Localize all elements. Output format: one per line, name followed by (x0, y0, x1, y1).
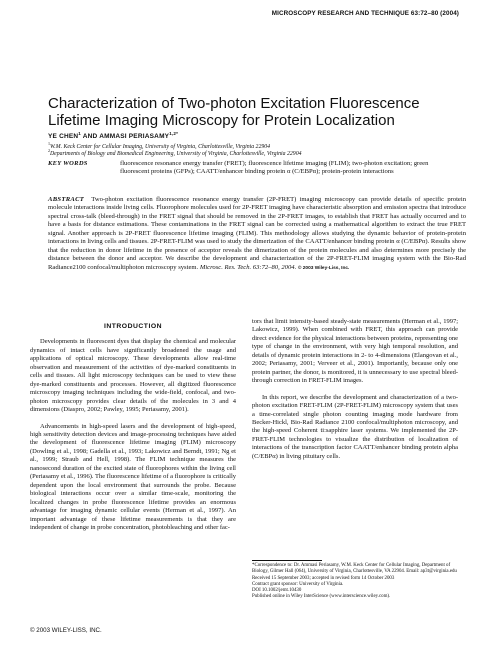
introduction-heading: INTRODUCTION (103, 323, 163, 330)
keywords-text: fluorescence resonance energy transfer (FRET); fluorescence lifetime imaging (FLIM); two-photon excitation; green fluorescent proteins (GFPs); CAATT/enhancer binding protein α (C/EBPα); protein-protein interactions (120, 160, 429, 176)
intro-paragraph-2: Advancements in high-speed lasers and the development of high-speed, high sensitivity detection devices and image-processing techniques have aided the development of fluorescence lifetime imaging (FLIM) microscopy (Dowling et al., 1998; Gadella et al., 1993; Lakowicz and Berndt, 1991; Ng et al., 1999; Straub and Hell, 1998). The FLIM technique measures the nanosecond duration of the excited state of fluorophores within the living cell (Periasamy et al., 1996). The fluorescence lifetime of a fluorophore is critically dependent upon the local environment that surrounds the probe. Because biological interactions occur over a similar time-scale, monitoring the localized changes in probe fluorescence lifetime provides an enormous advantage for imaging dynamic cellular events (Herman et al., 1997). An important advantage of these lifetime measurements is that they are independent of change in probe concentration, photobleaching and other fac- (30, 422, 236, 531)
author-1: YE CHEN (48, 133, 79, 141)
footnote-correspondence: *Correspondence to: Dr. Ammasi Periasamy, W.M. Keck Center for Cellular Imaging, Department of Biology, Gilmer Hall (064), University of Virginia, Charlottesville, VA 22904. Email: ap3t@virginia.edu (252, 563, 457, 575)
footnote-divider (252, 560, 322, 561)
keywords-label: KEY WORDS (48, 160, 88, 167)
intro-paragraph-1: Developments in fluorescent dyes that display the chemical and molecular dynamics of intact cells have significantly broadened the usage and applications of optical microscopy. These developments allow real-time observation and measurement of the activities of dye-marked constituents in cells and tissues. All light microscopy techniques can be used to view these dye-marked constituents and processes. However, all digitized fluorescence microscopy imaging techniques including the wide-field, confocal, and two-photon microscopy provides clear details of the molecules in 3 and 4 dimensions (Diaspro, 2002; Pawley, 1995; Periasamy, 2001). (30, 338, 236, 414)
author-1-mark: 1 (78, 131, 81, 136)
affiliation-2-text: Departments of Biology and Biomedical Engineering, University of Virginia, Charlottesville, Virginia 22904 (50, 150, 302, 157)
abstract-copyright: © 2003 Wiley-Liss, Inc. (297, 265, 350, 271)
affiliation-1-mark: 1 (48, 141, 50, 146)
affiliation-2-mark: 2 (48, 148, 50, 153)
footnote-doi: DOI 10.1002/jemt.10430 (252, 588, 302, 594)
abstract-block (48, 196, 466, 273)
footnote-published: Published online in Wiley InterScience (www.interscience.wiley.com). (252, 594, 391, 600)
footnote-grant: Contract grant sponsor: University of Virginia. (252, 581, 344, 587)
affiliation-1-text: W.M. Keck Center for Cellular Imaging, University of Virginia, Charlottesville, Virginia 22904 (50, 143, 271, 150)
author-2-mark: 1,2* (169, 131, 179, 136)
left-column (30, 318, 236, 540)
affiliation-2 (48, 147, 468, 158)
abstract-citation: Microsc. Res. Tech. 63:72–80, 2004. (199, 263, 297, 271)
author-2: AND AMMASI PERIASAMY (81, 133, 170, 141)
footnotes-block (252, 563, 462, 601)
author-line (48, 131, 178, 140)
abstract-body: Two-photon excitation fluorescence resonance energy transfer (2P-FRET) imaging microscopy can provide details of specific protein molecule interactions inside living cells. Fluorophore molecules used for 2P-FRET imaging have characteristic absorption and emission spectra that introduce spectral cross-talk (bleed-through) in the FRET signal that should be removed in the 2P-FRET images, to establish that FRET has actually occurred and to have a basis for distance estimations. These contaminations in the FRET signal can be corrected using a mathematical algorithm to extract the true FRET signal. Another approach is 2P-FRET fluorescence lifetime imaging (FLIM). This methodology allows studying the dynamic behavior of protein-protein interactions in living cells and tissues. 2P-FRET-FLIM was used to study the dimerization of the CAATT/enhancer binding protein α (C/EBPα). Results show that the reduction in donor lifetime in the presence of acceptor reveals the dimerization of the protein molecules and also determines more precisely the distance between the donor and acceptor. We describe the development and characterization of the 2P-FRET-FLIM imaging system with the Bio-Rad Radiance2100 confocal/multiphoton microscopy system. (48, 196, 466, 271)
right-column (252, 318, 458, 469)
intro-paragraph-3: In this report, we describe the development and characterization of a two-photon excitation FRET-FLIM (2P-FRET-FLIM) microscopy system that uses a time-correlated single photon counting imaging mode hardware from Becker-Hickl, Bio-Rad Radiance 2100 confocal/multiphoton microscopy, and the high-speed Coherent ti:sapphire laser systems. We implemented the 2P-FRET-FLIM technologies to visualize the distribution of localization of interactions of the transcription factor CAATT/enhancer binding protein alpha (C/EBPα) in living pituitary cells. (252, 393, 458, 460)
keywords-block (48, 160, 468, 177)
footnote-received: Received 15 September 2003; accepted in revised form 14 October 2003 (252, 575, 395, 581)
article-title (48, 95, 448, 129)
journal-running-header: MICROSCOPY RESEARCH AND TECHNIQUE 63:72–80 (2004) (271, 10, 459, 17)
title-line-1: Characterization of Two-photon Excitation Fluorescence (48, 95, 420, 112)
page-copyright: © 2003 WILEY-LISS, INC. (30, 627, 102, 634)
title-line-2: Lifetime Imaging Microscopy for Protein Localization (48, 112, 395, 129)
intro-paragraph-2-continued: tors that limit intensity-based steady-state measurements (Herman et al., 1997; Lakowicz, 1999). When combined with FRET, this approach can provide direct evidence for the physical interactions between proteins, representing one type of change in the environment, with very high temporal resolution, and details of dynamic protein interactions in 2- to 4-dimensions (Elangovan et al., 2002; Periasamy, 2001; Verveer et al., 2001). Importantly, because only one protein partner, the donor, is monitored, it is unnecessary to use spectral bleed-through correction in FRET-FLIM images. (252, 318, 458, 385)
abstract-label: ABSTRACT (48, 196, 85, 203)
